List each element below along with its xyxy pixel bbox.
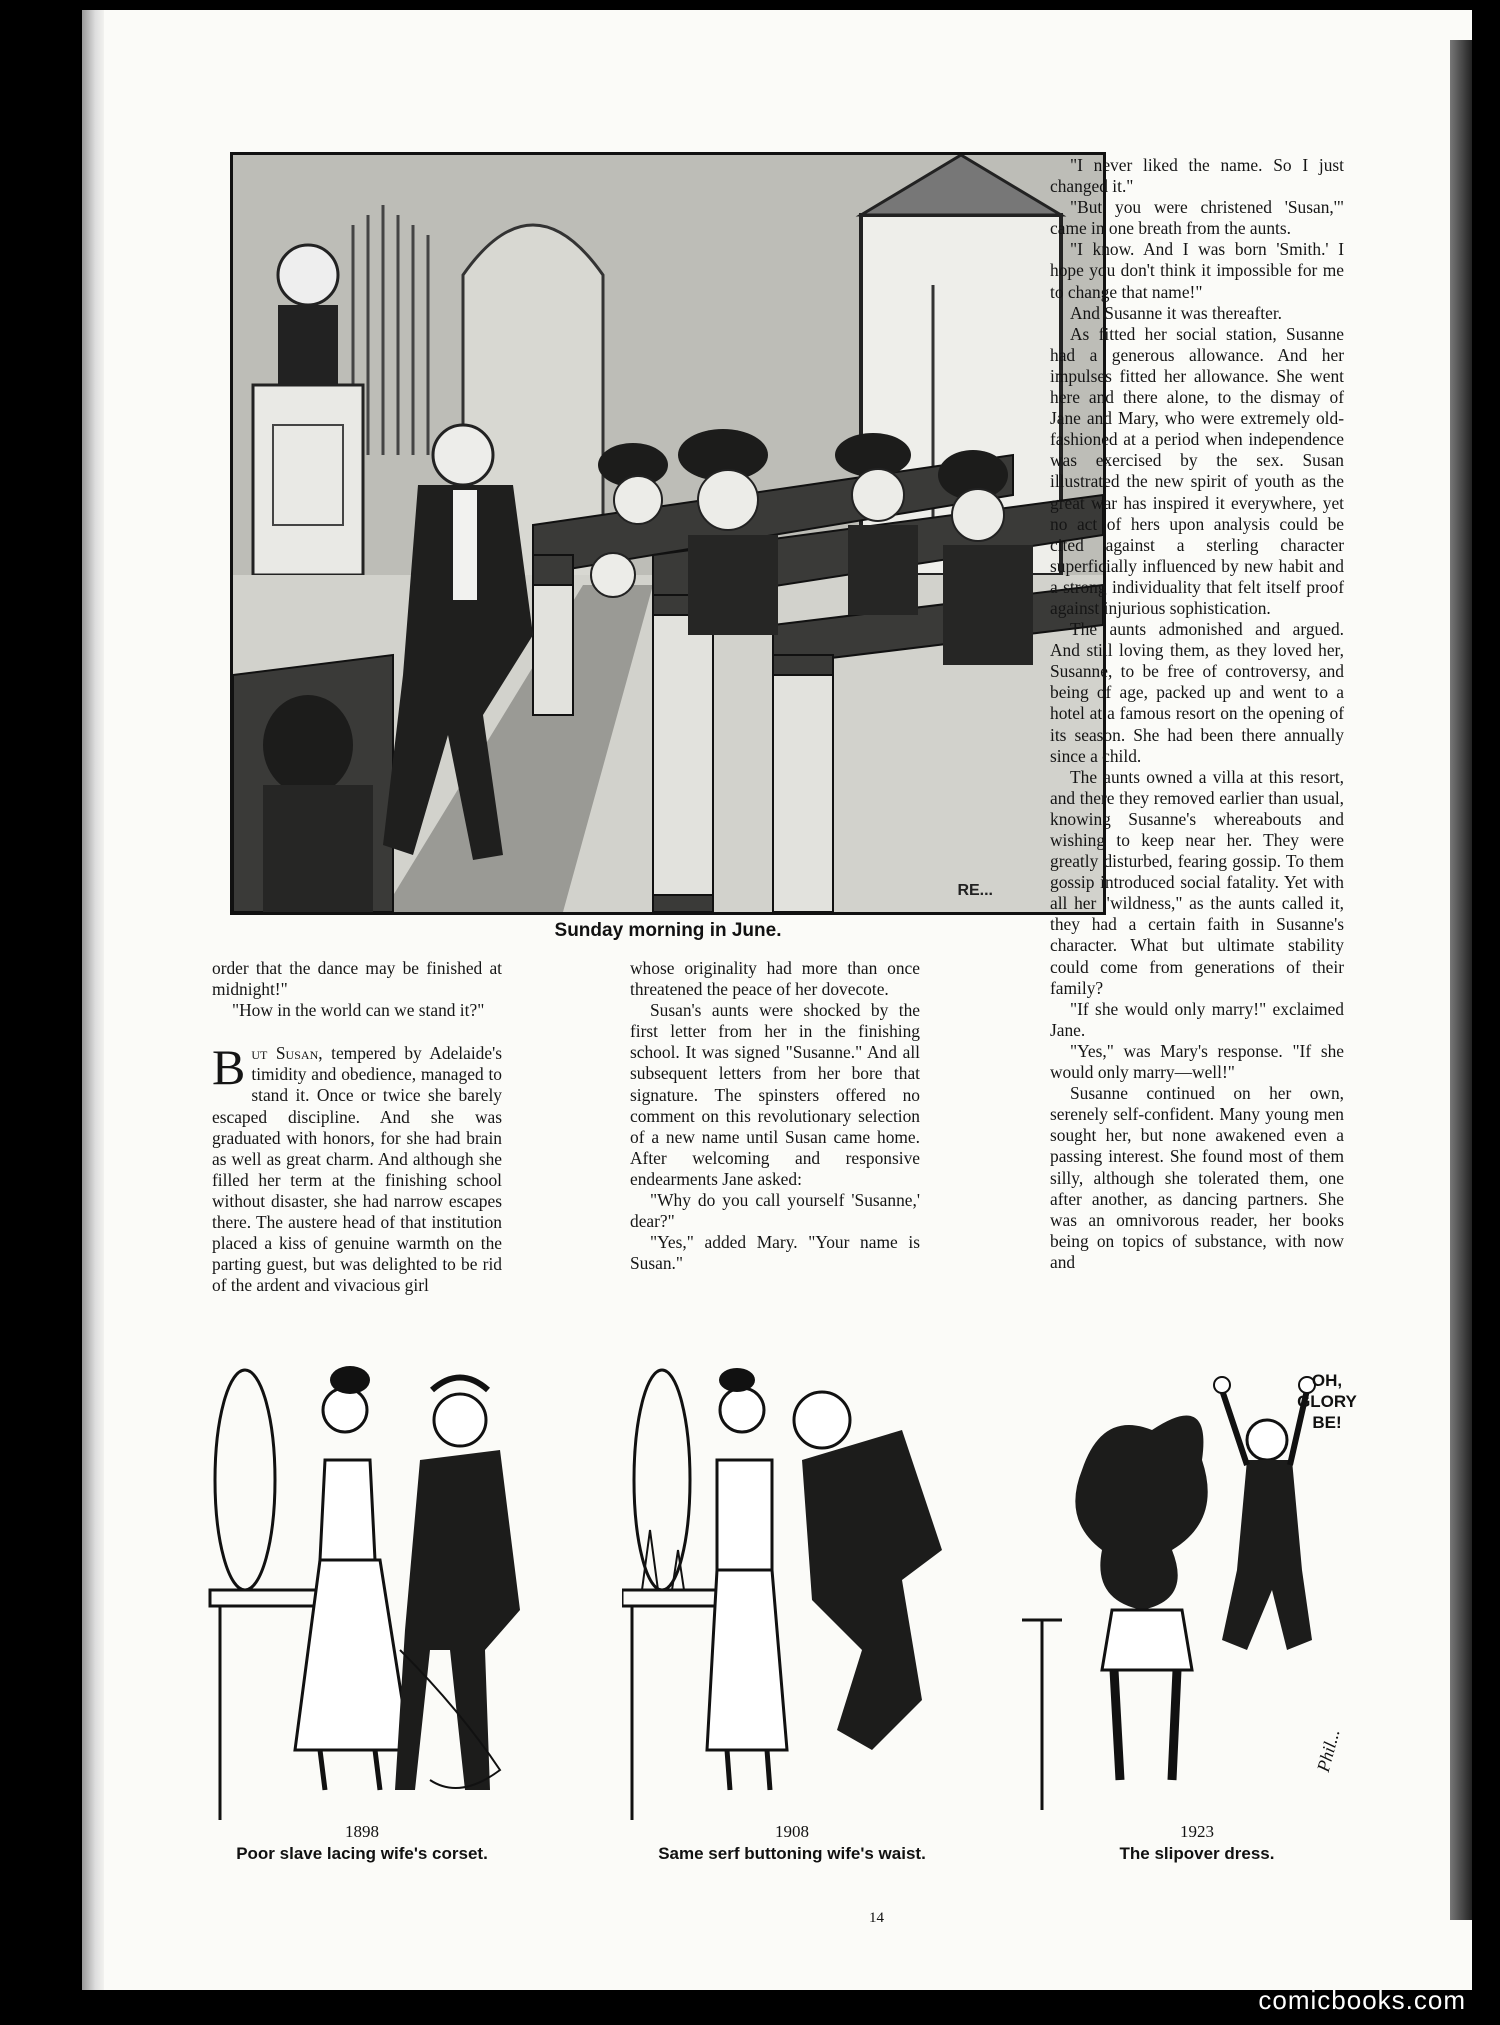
paragraph: Susanne continued on her own, serenely self-confident. Many young men sought her, but none awakened even a passing interest. She found most of them silly, although she tolerated them, one after another, as dancing partners. She was an omnivorous reader, her books being on topics of substance, with now and	[1050, 1083, 1344, 1272]
panel-caption-1908	[627, 1822, 957, 1864]
paragraph: order that the dance may be finished at midnight!"	[212, 958, 502, 1000]
speech-line: BE!	[1312, 1413, 1342, 1432]
small-caps-lead: ut Susan,	[251, 1043, 323, 1064]
page-edge-shadow	[1450, 40, 1472, 1920]
page-number: 14	[869, 1910, 884, 1926]
corset-cartoon-drawing	[200, 1350, 530, 1820]
paragraph: "How in the world can we stand it?"	[232, 1000, 485, 1021]
panel-caption-1923	[1077, 1822, 1317, 1864]
site-watermark: comicbooks.com	[1258, 1985, 1466, 2015]
buttoning-cartoon-drawing	[622, 1350, 952, 1820]
paragraph-with-dropcap	[212, 1039, 502, 1296]
speech-line: GLORY	[1297, 1392, 1357, 1411]
paragraph: Susan's aunts were shocked by the first letter from her in the finishing school. It was signed "Susanne." And all subsequent letters from her bore that signature. The spinsters offered no comment on this revolutionary selection of a new name until Susan came home. After welcoming and responsive endearments Jane asked:	[630, 1000, 920, 1189]
panel-caption-1898	[212, 1822, 512, 1864]
paragraph: "I know. And I was born 'Smith.' I hope you don't think it impossible for me to change that name!"	[1050, 239, 1344, 302]
right-text-column	[1050, 155, 1344, 1273]
panel-caption-text: Same serf buttoning wife's waist.	[658, 1844, 926, 1863]
cartoon-panel-1923	[1022, 1350, 1362, 1820]
paragraph: "If she would only marry!" exclaimed Jane.	[1050, 998, 1344, 1040]
paragraph: And Susanne it was thereafter.	[1070, 302, 1283, 323]
paragraph: "Yes," was Mary's response. "If she would only marry—well!"	[1050, 1040, 1344, 1083]
paragraph: As fitted her social station, Susanne had a generous allowance. And her impulses fitted her allowance. She went here and there alone, to the dismay of Jane and Mary, who were extremely old-fashioned at a period when independence was exercised by the sex. Susan illustrated the new spirit of youth as the great war has inspired it everywhere, yet no act of hers upon analysis could be cited against a sterling character superficially influenced by new habit and a strong individuality that felt itself proof against injurious sophistication.	[1050, 323, 1344, 618]
paragraph: "Yes," added Mary. "Your name is Susan."	[630, 1232, 920, 1274]
paragraph: The aunts admonished and argued. And still loving them, as they loved her, Susanne, to be free of controversy, and being of age, packed up and went to a hotel at a famous resort on the opening of its season. She had been there annually since a child.	[1050, 619, 1344, 766]
paragraph: "I never liked the name. So I just changed it."	[1050, 155, 1344, 197]
left-text-column	[212, 958, 502, 1296]
magazine-page	[82, 10, 1472, 1990]
speech-text	[1297, 1370, 1357, 1433]
cartoon-signature: Phil...	[1312, 1726, 1344, 1774]
middle-text-column	[630, 958, 920, 1274]
paragraph-text: tempered by Adelaide's timidity and obedience, managed to stand it. Once or twice she barely escaped discipline. And she was graduated with honors, for she had brain as well as great charm. And although she filled her term at the finishing school without disaster, she had narrow escapes there. The austere head of that institution placed a kiss of genuine warmth on the parting guest, but was delighted to be rid of the ardent and vivacious girl	[212, 1043, 502, 1296]
panel-caption-text: Poor slave lacing wife's corset.	[236, 1844, 488, 1863]
paragraph: "But you were christened 'Susan,'" came in one breath from the aunts.	[1050, 197, 1344, 239]
church-scene-drawing	[233, 155, 1103, 912]
church-illustration	[230, 152, 1106, 915]
drop-cap: B	[212, 1039, 246, 1096]
paragraph: "Why do you call yourself 'Susanne,' dear?"	[630, 1190, 920, 1232]
paragraph: The aunts owned a villa at this resort, and there they removed earlier than usual, knowing Susanne's whereabouts and wishing to keep near her. They were greatly disturbed, fearing gossip. To them gossip introduced social fatality. Yet with all her "wildness," as the aunts called it, they had a certain faith in Susanne's character. What but ultimate stability could come from generations of their family?	[1050, 766, 1344, 998]
panel-caption-text: The slipover dress.	[1119, 1844, 1275, 1863]
cartoon-panel-1898	[200, 1350, 530, 1820]
panel-year: 1908	[775, 1822, 809, 1841]
cartoon-panel-1908	[622, 1350, 952, 1820]
panel-year: 1898	[345, 1822, 379, 1841]
paragraph: whose originality had more than once threatened the peace of her dovecote.	[630, 958, 920, 1000]
speech-line: OH,	[1311, 1371, 1343, 1390]
page-spine	[82, 10, 104, 1990]
panel-year: 1923	[1180, 1822, 1214, 1841]
illustration-signature: RE...	[957, 882, 993, 899]
illustration-caption: Sunday morning in June.	[554, 920, 782, 941]
